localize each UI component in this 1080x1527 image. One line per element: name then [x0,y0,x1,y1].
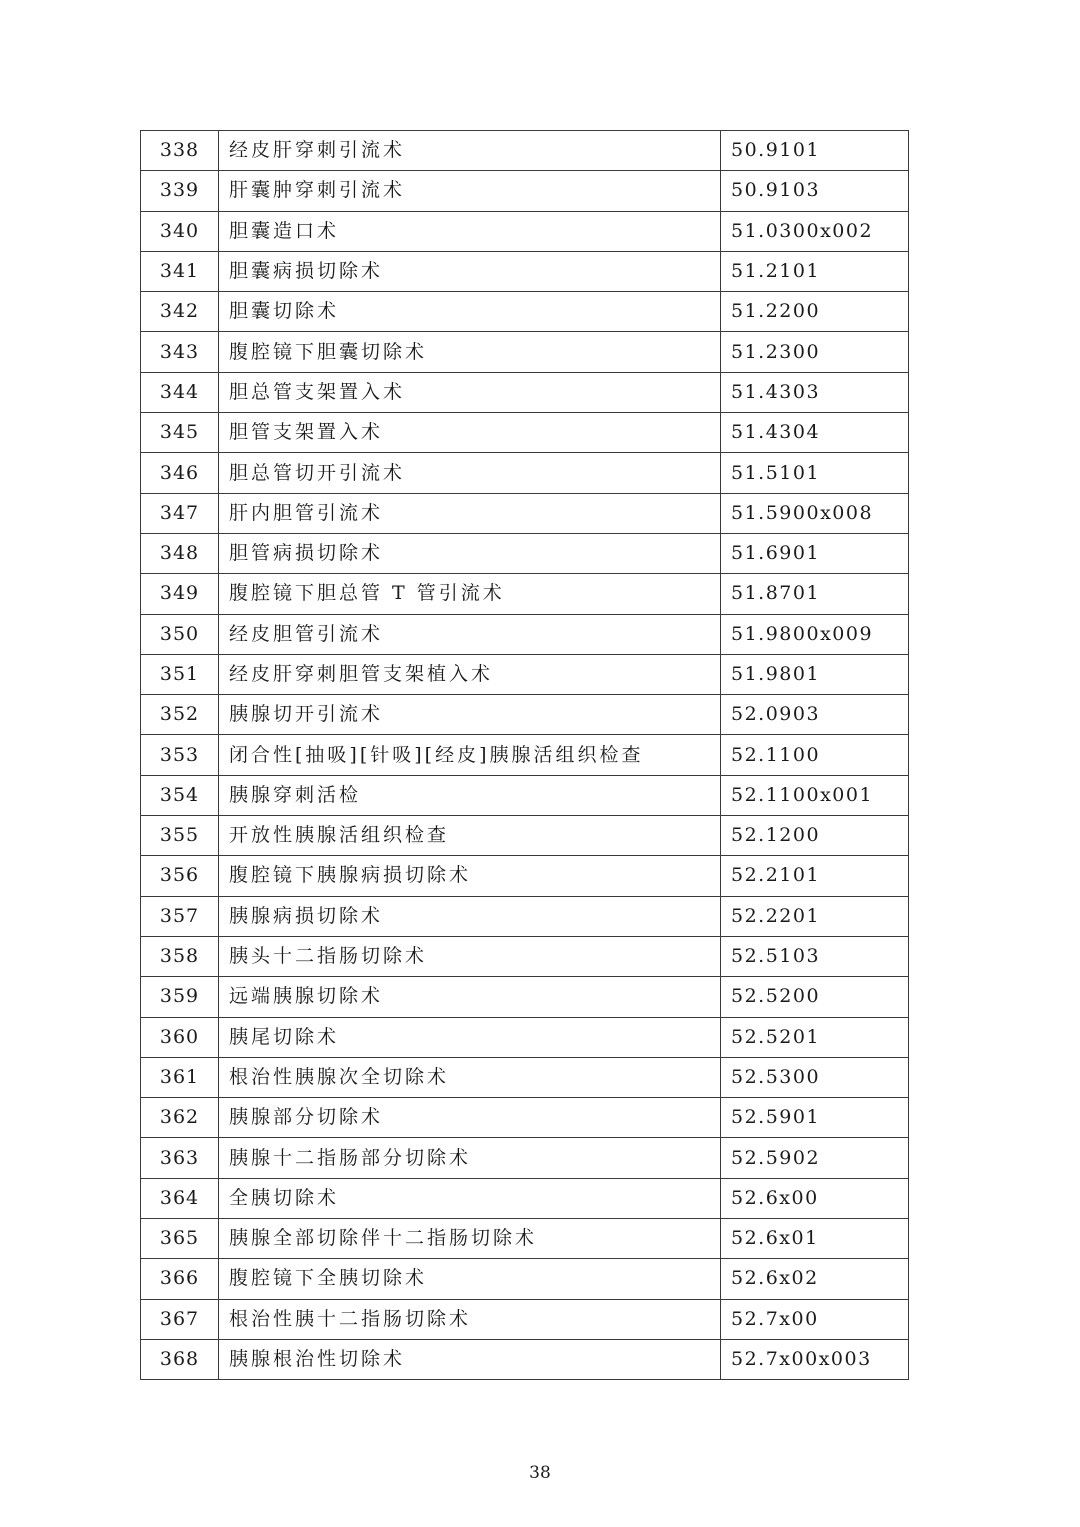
row-number-cell: 339 [141,171,219,211]
procedure-name-cell: 胰腺病损切除术 [219,896,721,936]
row-number-cell: 366 [141,1259,219,1299]
procedure-code-cell: 52.1100x001 [721,775,909,815]
row-number-cell: 338 [141,131,219,171]
procedure-name-cell: 腹腔镜下胰腺病损切除术 [219,856,721,896]
table-row [141,292,909,332]
row-number-cell: 357 [141,896,219,936]
table-row [141,211,909,251]
table-row [141,574,909,614]
table-row [141,1138,909,1178]
procedure-name-cell: 闭合性[抽吸][针吸][经皮]胰腺活组织检查 [219,735,721,775]
procedure-code-cell: 52.2201 [721,896,909,936]
procedure-code-cell: 52.1200 [721,816,909,856]
procedure-code-cell: 52.5300 [721,1057,909,1097]
table-row [141,936,909,976]
table-row [141,1219,909,1259]
row-number-cell: 350 [141,614,219,654]
procedure-code-cell: 51.4303 [721,372,909,412]
procedure-name-cell: 胆管支架置入术 [219,413,721,453]
procedure-code-cell: 51.5101 [721,453,909,493]
procedure-code-cell: 51.0300x002 [721,211,909,251]
procedure-name-cell: 经皮胆管引流术 [219,614,721,654]
table-row [141,775,909,815]
row-number-cell: 344 [141,372,219,412]
table-row [141,453,909,493]
procedure-code-cell: 52.6x00 [721,1178,909,1218]
procedure-code-cell: 51.2200 [721,292,909,332]
row-number-cell: 360 [141,1017,219,1057]
procedure-name-cell: 胰尾切除术 [219,1017,721,1057]
procedure-code-cell: 50.9101 [721,131,909,171]
table-row [141,1339,909,1379]
table-row [141,332,909,372]
row-number-cell: 363 [141,1138,219,1178]
procedure-name-cell: 腹腔镜下全胰切除术 [219,1259,721,1299]
procedure-code-cell: 52.5200 [721,977,909,1017]
row-number-cell: 365 [141,1219,219,1259]
row-number-cell: 355 [141,816,219,856]
page-number: 38 [529,1463,551,1483]
procedure-code-cell: 51.8701 [721,574,909,614]
procedure-code-cell: 52.5902 [721,1138,909,1178]
table-row [141,372,909,412]
procedure-code-cell: 52.5901 [721,1098,909,1138]
row-number-cell: 367 [141,1299,219,1339]
row-number-cell: 364 [141,1178,219,1218]
procedure-name-cell: 开放性胰腺活组织检查 [219,816,721,856]
procedure-name-cell: 胰腺穿刺活检 [219,775,721,815]
row-number-cell: 346 [141,453,219,493]
row-number-cell: 354 [141,775,219,815]
procedure-name-cell: 经皮肝穿刺引流术 [219,131,721,171]
procedure-code-cell: 52.5201 [721,1017,909,1057]
procedure-code-cell: 52.6x01 [721,1219,909,1259]
row-number-cell: 353 [141,735,219,775]
row-number-cell: 359 [141,977,219,1017]
procedure-code-cell: 52.1100 [721,735,909,775]
procedure-code-cell: 51.5900x008 [721,493,909,533]
table-body [141,131,909,1380]
row-number-cell: 349 [141,574,219,614]
procedure-name-cell: 胆囊造口术 [219,211,721,251]
procedure-name-cell: 肝内胆管引流术 [219,493,721,533]
table-row [141,735,909,775]
procedure-table [140,130,909,1380]
procedure-name-cell: 胆囊切除术 [219,292,721,332]
procedure-name-cell: 胆总管支架置入术 [219,372,721,412]
procedure-code-cell: 51.4304 [721,413,909,453]
procedure-name-cell: 胰腺根治性切除术 [219,1339,721,1379]
procedure-code-cell: 52.7x00x003 [721,1339,909,1379]
table-row [141,533,909,573]
row-number-cell: 341 [141,251,219,291]
procedure-name-cell: 胆总管切开引流术 [219,453,721,493]
procedure-name-cell: 胆囊病损切除术 [219,251,721,291]
row-number-cell: 361 [141,1057,219,1097]
table-row [141,977,909,1017]
table-row [141,896,909,936]
procedure-name-cell: 经皮肝穿刺胆管支架植入术 [219,654,721,694]
table-row [141,131,909,171]
table-row [141,856,909,896]
table-row [141,1259,909,1299]
procedure-code-cell: 51.9801 [721,654,909,694]
procedure-name-cell: 胰头十二指肠切除术 [219,936,721,976]
procedure-name-cell: 胰腺部分切除术 [219,1098,721,1138]
table-row [141,171,909,211]
procedure-name-cell: 根治性胰十二指肠切除术 [219,1299,721,1339]
procedure-code-cell: 51.6901 [721,533,909,573]
row-number-cell: 368 [141,1339,219,1379]
procedure-name-cell: 根治性胰腺次全切除术 [219,1057,721,1097]
procedure-name-cell: 胰腺全部切除伴十二指肠切除术 [219,1219,721,1259]
row-number-cell: 351 [141,654,219,694]
table-row [141,695,909,735]
row-number-cell: 352 [141,695,219,735]
table-row [141,1017,909,1057]
procedure-name-cell: 远端胰腺切除术 [219,977,721,1017]
procedure-name-cell: 腹腔镜下胆总管 T 管引流术 [219,574,721,614]
procedure-name-cell: 全胰切除术 [219,1178,721,1218]
table-row [141,654,909,694]
table-row [141,1098,909,1138]
row-number-cell: 347 [141,493,219,533]
procedure-code-cell: 52.2101 [721,856,909,896]
procedure-name-cell: 肝囊肿穿刺引流术 [219,171,721,211]
procedure-code-cell: 51.9800x009 [721,614,909,654]
row-number-cell: 342 [141,292,219,332]
row-number-cell: 348 [141,533,219,573]
table-row [141,1178,909,1218]
procedure-code-cell: 51.2300 [721,332,909,372]
row-number-cell: 340 [141,211,219,251]
table-row [141,1057,909,1097]
table-row [141,493,909,533]
row-number-cell: 345 [141,413,219,453]
procedure-code-cell: 52.7x00 [721,1299,909,1339]
table-row [141,413,909,453]
row-number-cell: 356 [141,856,219,896]
procedure-name-cell: 胰腺十二指肠部分切除术 [219,1138,721,1178]
row-number-cell: 358 [141,936,219,976]
table-row [141,816,909,856]
procedure-code-cell: 52.6x02 [721,1259,909,1299]
procedure-code-cell: 52.0903 [721,695,909,735]
procedure-code-cell: 52.5103 [721,936,909,976]
procedure-name-cell: 胰腺切开引流术 [219,695,721,735]
table-row [141,1299,909,1339]
procedure-code-cell: 51.2101 [721,251,909,291]
row-number-cell: 343 [141,332,219,372]
row-number-cell: 362 [141,1098,219,1138]
procedure-name-cell: 胆管病损切除术 [219,533,721,573]
procedure-name-cell: 腹腔镜下胆囊切除术 [219,332,721,372]
table-row [141,251,909,291]
table-row [141,614,909,654]
procedure-code-cell: 50.9103 [721,171,909,211]
